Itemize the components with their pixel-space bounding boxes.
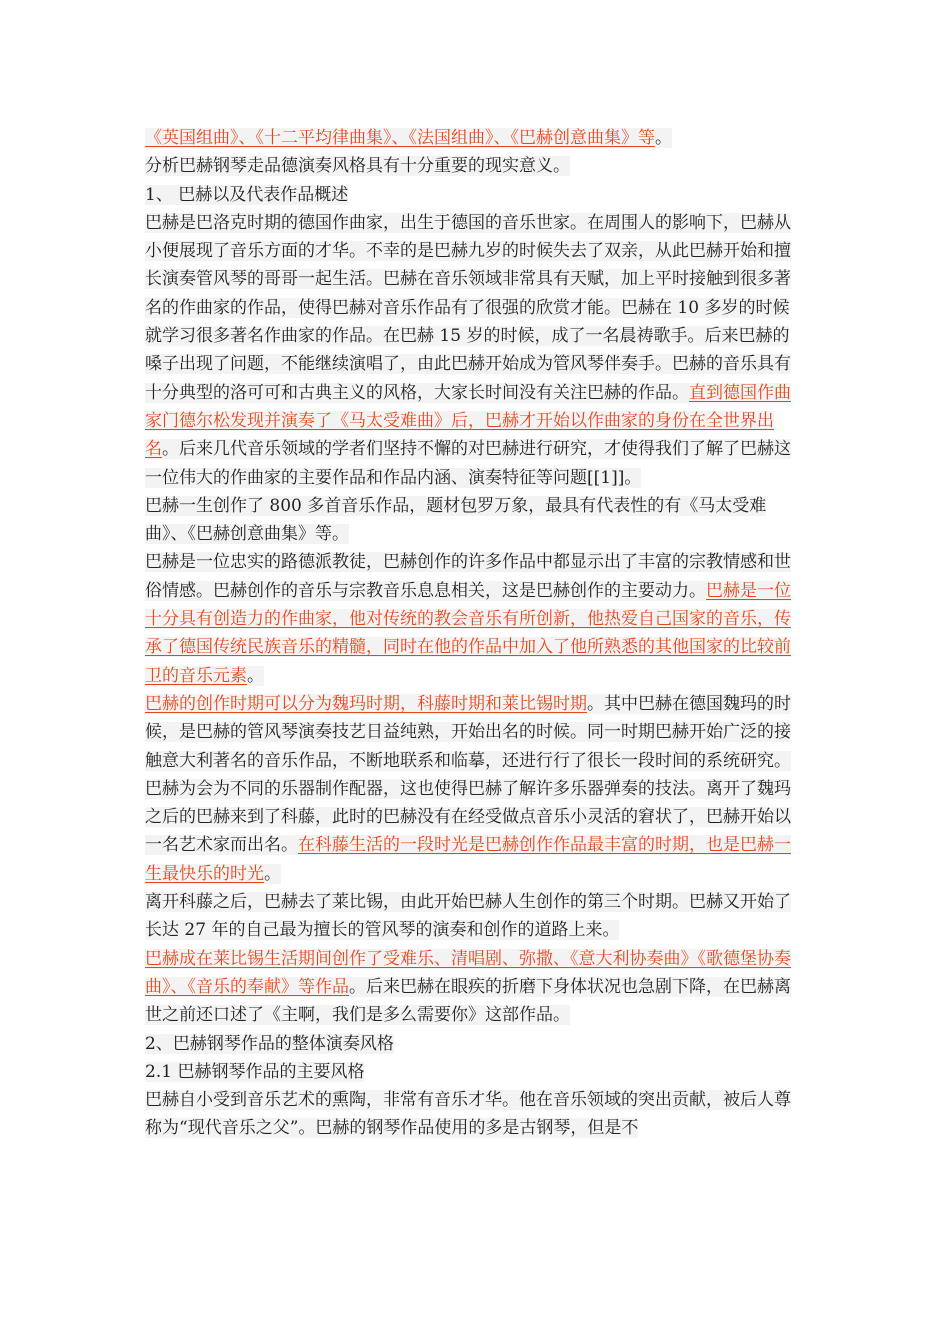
text-segment: 。后来几代音乐领域的学者们坚持不懈的对巴赫进行研究，才使得我们了解了巴赫这一位伟大的作曲家的主要作品和作品内涵、演奏特征等问题[[1]]。 <box>145 439 791 488</box>
highlighted-text: 巴赫的创作时期可以分为魏玛时期，科藤时期和莱比锡时期 <box>145 693 587 714</box>
highlighted-text: 《英国组曲》、《十二平均律曲集》、《法国组曲》、《巴赫创意曲集》等 <box>145 128 655 148</box>
heading-text: 2、巴赫钢琴作品的整体演奏风格 <box>145 1033 394 1054</box>
paragraph-religion <box>145 548 805 689</box>
text-segment: 巴赫是一位忠实的路德派教徒，巴赫创作的许多作品中都显示出了丰富的宗教情感和世俗情感。巴赫创作的音乐与宗教音乐息息相关，这是巴赫创作的主要动力。 <box>145 552 791 601</box>
paragraph-leipzig-works <box>145 945 805 1030</box>
text-segment: 巴赫是巴洛克时期的德国作曲家，出生于德国的音乐世家。在周围人的影响下，巴赫从小便展现了音乐方面的才华。不幸的是巴赫九岁的时候失去了双亲，从此巴赫开始和擅长演奏管风琴的哥哥一起生活。巴赫在音乐领域非常具有天赋，加上平时接触到很多著名的作曲家的作品，使得巴赫对音乐作品有了很强的欣赏才能。巴赫在 10 多岁的时候就学习很多著名作曲家的作品。在巴赫 15 岁的时候，成了一名晨祷歌手。后来巴赫的嗓子出现了问题，不能继续演唱了，由此巴赫开始成为管风琴伴奏手。巴赫的音乐具有十分典型的洛可可和古典主义的风格，大家长时间没有关注巴赫的作品。 <box>145 212 791 403</box>
paragraph-periods <box>145 690 805 888</box>
text-segment: 。后来巴赫在眼疾的折磨下身体状况也急剧下降，在巴赫离世之前还口述了《主啊，我们是多么需要你》这部作品。 <box>145 976 791 1026</box>
heading-text: 2.1 巴赫钢琴作品的主要风格 <box>145 1061 365 1082</box>
paragraph-leipzig <box>145 888 805 945</box>
paragraph-works-list <box>145 124 805 152</box>
highlighted-text: 直到德国作曲家门德尔松发现并演奏了《马太受难曲》后，巴赫才开始以作曲家的身份在全世界出名 <box>145 382 791 460</box>
section-heading-1 <box>145 181 805 209</box>
heading-text: 1、 巴赫以及代表作品概述 <box>145 184 349 205</box>
paragraph-works-count <box>145 492 805 549</box>
highlighted-text: 巴赫是一位十分具有创造力的作曲家，他对传统的教会音乐有所创新，他热爱自己国家的音乐，传承了德国传统民族音乐的精髓，同时在他的作品中加入了他所熟悉的其他国家的比较前卫的音乐元素 <box>145 580 791 686</box>
text-segment: 。 <box>655 128 672 148</box>
paragraph-significance <box>145 152 805 180</box>
text-segment: 。 <box>247 665 264 686</box>
text-segment: 巴赫一生创作了 800 多首音乐作品，题材包罗万象，最具有代表性的有《马太受难曲》、《巴赫创意曲集》等。 <box>145 495 767 545</box>
document-body <box>145 124 805 1143</box>
paragraph-biography <box>145 209 805 492</box>
section-heading-2 <box>145 1030 805 1058</box>
text-segment: 。 <box>264 863 281 884</box>
highlighted-text: 在科藤生活的一段时光是巴赫创作作品最丰富的时期，也是巴赫一生最快乐的时光 <box>145 835 791 884</box>
text-segment: 分析巴赫钢琴走品德演奏风格具有十分重要的现实意义。 <box>145 156 570 177</box>
text-segment: 巴赫自小受到音乐艺术的熏陶，非常有音乐才华。他在音乐领域的突出贡献，被后人尊称为“现代音乐之父”。巴赫的钢琴作品使用的多是古钢琴，但是不 <box>145 1090 791 1139</box>
paragraph-main-style <box>145 1086 805 1143</box>
subsection-heading-2-1 <box>145 1058 805 1086</box>
text-segment: 离开科藤之后，巴赫去了莱比锡，由此开始巴赫人生创作的第三个时期。巴赫又开始了长达 27 年的自己最为擅长的管风琴的演奏和创作的道路上来。 <box>145 892 791 941</box>
text-segment: 。其中巴赫在德国魏玛的时候，是巴赫的管风琴演奏技艺日益纯熟，开始出名的时候。同一时期巴赫开始广泛的接触意大利著名的音乐作品，不断地联系和临摹，还进行行了很长一段时间的系统研究。巴赫为会为不同的乐器制作配器，这也使得巴赫了解许多乐器弹奏的技法。离开了魏玛之后的巴赫来到了科藤，此时的巴赫没有在经受做点音乐小灵活的窘状了，巴赫开始以一名艺术家而出名。 <box>145 693 791 856</box>
highlighted-text: 巴赫成在莱比锡生活期间创作了受难乐、清唱剧、弥撒、《意大利协奏曲》《歌德堡协奏曲》、《音乐的奉献》等作品 <box>145 948 791 997</box>
